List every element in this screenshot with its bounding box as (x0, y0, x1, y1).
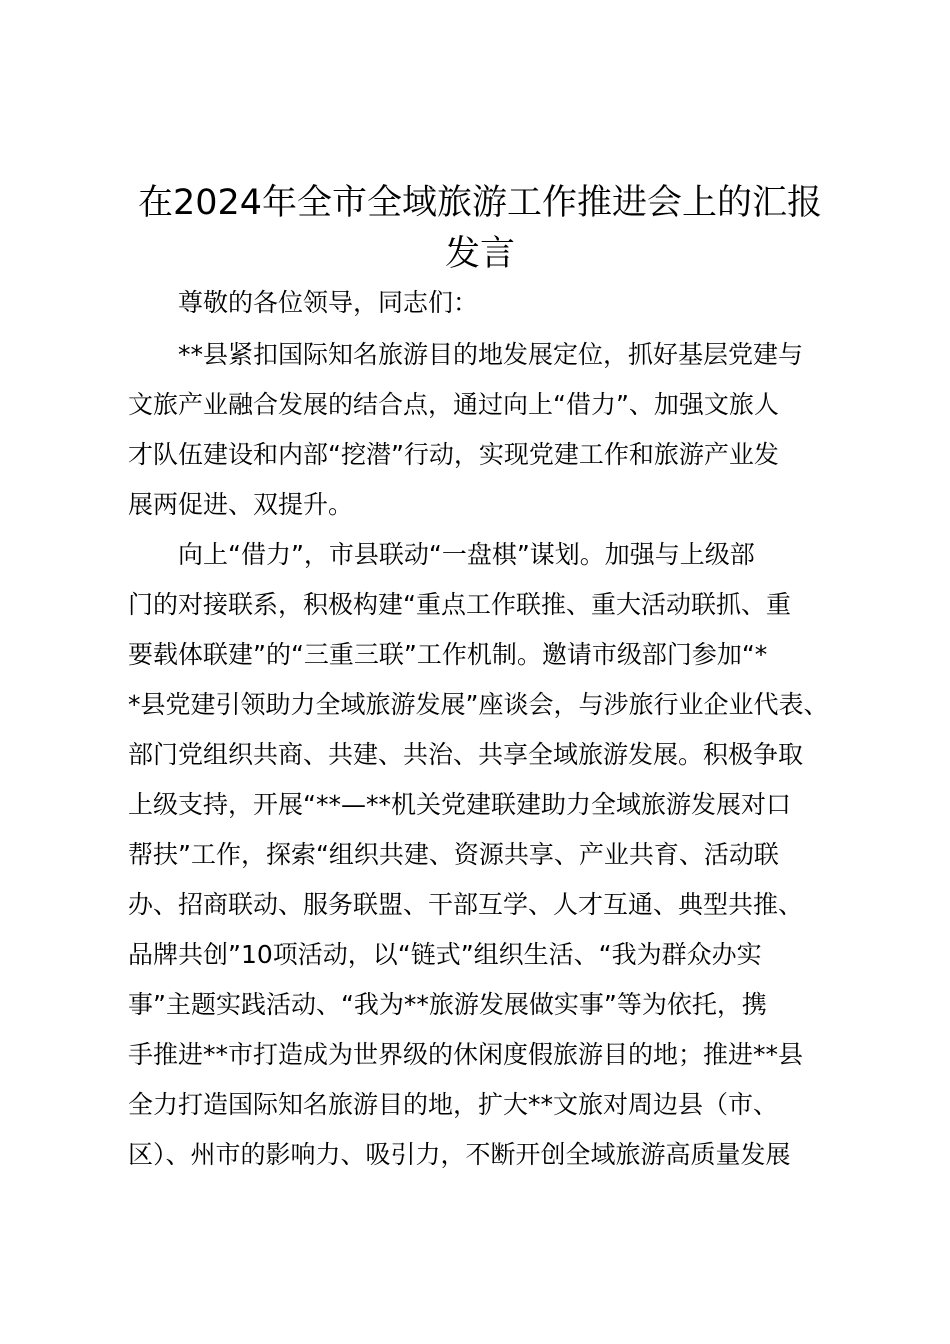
paragraph-line: **县紧扣国际知名旅游目的地发展定位，抓好基层党建与 (178, 340, 804, 369)
paragraph-line: 要载体联建”的“三重三联”工作机制。邀请市级部门参加“* (128, 640, 768, 669)
paragraph-line: *县党建引领助力全域旅游发展”座谈会，与涉旅行业企业代表、 (128, 690, 829, 719)
document-title: 在2024年全市全域旅游工作推进会上的汇报发言 (137, 183, 823, 274)
paragraph-line: 向上“借力”，市县联动“一盘棋”谋划。加强与上级部 (178, 540, 755, 569)
paragraph-line: 全力打造国际知名旅游目的地，扩大**文旅对周边县（市、 (128, 1090, 779, 1119)
paragraph-line: 展两促进、双提升。 (128, 490, 354, 519)
salutation: 尊敬的各位领导，同志们： (178, 288, 479, 317)
paragraph-line: 事”主题实践活动、“我为**旅游发展做实事”等为依托，携 (128, 990, 767, 1019)
paragraph-line: 才队伍建设和内部“挖潜”行动，实现党建工作和旅游产业发 (128, 440, 779, 469)
paragraph-line: 品牌共创”10项活动，以“链式”组织生活、“我为群众办实 (128, 940, 762, 969)
paragraph-line: 部门党组织共商、共建、共治、共享全域旅游发展。积极争取 (128, 740, 804, 769)
paragraph-line: 文旅产业融合发展的结合点，通过向上“借力”、加强文旅人 (128, 390, 779, 419)
paragraph-line: 门的对接联系，积极构建“重点工作联推、重大活动联抓、重 (128, 590, 791, 619)
paragraph-line: 帮扶”工作，探索“组织共建、资源共享、产业共育、活动联 (128, 840, 779, 869)
paragraph-line: 手推进**市打造成为世界级的休闲度假旅游目的地；推进**县 (128, 1040, 804, 1069)
paragraph-line: 区）、州市的影响力、吸引力，不断开创全域旅游高质量发展 (128, 1140, 791, 1169)
paragraph-line: 上级支持，开展“**—**机关党建联建助力全域旅游发展对口 (128, 790, 791, 819)
paragraph-line: 办、招商联动、服务联盟、干部互学、人才互通、典型共推、 (128, 890, 804, 919)
